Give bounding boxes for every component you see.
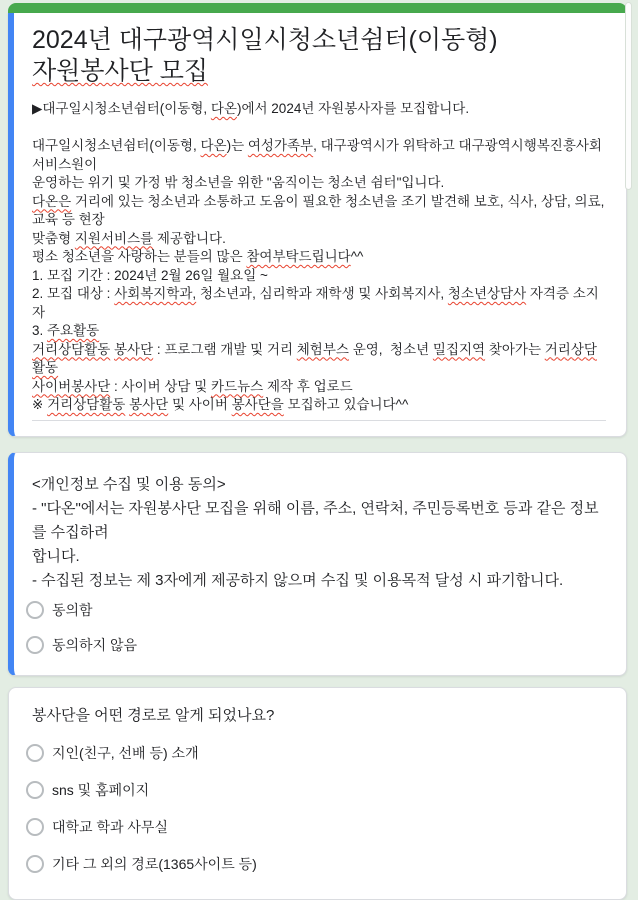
spellcheck-marked-text: 밀집지역 (432, 341, 486, 357)
text-line (32, 174, 606, 193)
radio-option[interactable] (26, 593, 606, 628)
text-segment: 운영하는 위기 및 가정 밖 청소년을 위한 "움직이는 청소년 쉼터"입니다. (32, 175, 445, 190)
form-title-card (8, 3, 627, 437)
text-segment: 2024년 대구광역시일시청소년쉼터(이동형) (32, 26, 498, 54)
question-title (32, 473, 606, 593)
text-line (32, 341, 606, 378)
question-title (32, 705, 606, 727)
text-line (32, 569, 606, 593)
text-segment: 운영, 청소년 (348, 341, 433, 357)
text-line (32, 230, 606, 249)
radio-option[interactable] (26, 628, 606, 663)
radio-button-icon[interactable] (26, 601, 44, 619)
radio-option[interactable] (26, 735, 606, 772)
question-card-privacy-consent (8, 452, 627, 676)
spellcheck-marked-text: 주요활동 (47, 323, 100, 338)
radio-button-icon[interactable] (26, 855, 44, 873)
spellcheck-marked-text: 거리상담활동 (32, 341, 111, 357)
spellcheck-marked-text: 봉사단 (114, 341, 154, 357)
radio-button-icon[interactable] (26, 818, 44, 836)
text-line (32, 137, 606, 174)
radio-option-label: 대학교 학과 사무실 (52, 819, 168, 835)
text-line (32, 705, 606, 727)
spellcheck-marked-text: 카드뉴스 (211, 378, 264, 394)
text-segment: 1. 모집 기간 : 2024년 2월 26일 월요일 ~ (32, 267, 268, 283)
text-segment: : 프로그램 개발 및 거리 (153, 341, 297, 357)
text-segment: ※ (32, 397, 48, 412)
form-header-band (8, 3, 627, 13)
text-line (32, 193, 609, 230)
spellcheck-marked-text: 지원서비스를 (74, 230, 154, 246)
radio-option-label: sns 및 홈페이지 (52, 782, 150, 798)
text-line (32, 56, 606, 87)
text-line (32, 267, 606, 286)
text-segment: 찾아가는 (485, 341, 545, 357)
text-line (32, 119, 606, 138)
radio-button-icon[interactable] (26, 744, 44, 762)
radio-options-list (32, 593, 606, 663)
text-line (32, 497, 606, 545)
text-segment: 3. (32, 323, 48, 338)
spellcheck-marked-text: 거리상담활동 (47, 397, 126, 412)
text-segment: ^^ (350, 249, 364, 264)
text-segment: <개인정보 수집 및 이용 동의> (32, 475, 226, 493)
text-line (32, 473, 606, 497)
radio-options-list (32, 735, 606, 883)
text-segment: 대구일시청소년쉼터(이동형, (32, 138, 201, 153)
text-segment: 맞춤형 (32, 230, 75, 246)
text-segment: )에서 2024년 자원봉사자를 모집합니다. (236, 101, 470, 116)
radio-option[interactable] (26, 809, 606, 846)
text-line (32, 248, 606, 267)
text-segment: ▶대구일시청소년쉼터(이동형, (32, 101, 211, 116)
spellcheck-marked-text: 참여부탁드립니다 (246, 249, 351, 264)
radio-option[interactable] (26, 846, 606, 883)
radio-option-label: 동의함 (52, 602, 93, 618)
radio-button-icon[interactable] (26, 636, 44, 654)
radio-option-label: 기타 그 외의 경로(1365사이트 등) (52, 856, 257, 872)
text-segment: : 사이버 상담 및 (110, 378, 212, 394)
text-segment: 자격증 소지자 (32, 286, 599, 320)
spellcheck-marked-text: 사이버봉사단 (32, 378, 111, 394)
text-line (32, 545, 606, 569)
radio-option-label: 동의하지 않음 (52, 637, 138, 653)
radio-option[interactable] (26, 772, 606, 809)
text-segment: , 대구광역시가 위탁하고 대구광역시행복진흥사회서비스원이 (32, 138, 602, 172)
spellcheck-marked-text: 봉사단을 (231, 397, 284, 412)
text-line (32, 25, 606, 56)
spellcheck-marked-text: 봉사단 (129, 397, 169, 412)
text-segment: 합니다. (32, 547, 80, 565)
form-description (32, 100, 609, 415)
text-segment: 평소 청소년을 사랑하는 분들의 많은 (32, 249, 247, 264)
spellcheck-marked-text: 체험부스 (296, 341, 349, 357)
text-segment: 모집하고 있습니다^^ (283, 397, 409, 412)
text-segment: 제공합니다. (153, 230, 226, 246)
text-line (32, 396, 606, 415)
radio-option-label: 지인(친구, 선배 등) 소개 (52, 745, 199, 761)
question-card-referral-source (8, 687, 627, 900)
spellcheck-marked-text: 사회복지학과, (114, 286, 197, 301)
text-line (32, 285, 606, 322)
spellcheck-marked-text: 자원봉사단 모집 (32, 57, 208, 85)
spellcheck-marked-text: 거리상담활동 (32, 341, 597, 375)
text-segment: 봉사단을 어떤 경로로 알게 되었나요? (32, 706, 275, 724)
text-line (32, 100, 606, 119)
text-segment: - "다온"에서는 자원봉사단 모집을 위해 이름, 주소, 연락처, 주민등록번호 등과 같은 정보를 수집하려 (32, 499, 599, 541)
text-line (32, 378, 606, 397)
text-segment: 및 사이버 (168, 397, 232, 412)
spellcheck-marked-text: 다온은 (32, 193, 72, 209)
text-segment: - 수집된 정보는 제 3자에게 제공하지 않으며 수집 및 이용목적 달성 시 파기합니다. (32, 571, 564, 589)
text-segment: 거리에 있는 청소년과 소통하고 도움이 필요한 청소년을 조기 발견해 보호, 식사, 상담, 의료, 교육 등 현장 (32, 193, 609, 227)
spellcheck-marked-text: 다온 (200, 138, 227, 153)
form-title (32, 25, 606, 87)
text-segment: 제작 후 업로드 (263, 378, 353, 394)
form-title-card-body (8, 13, 627, 437)
spellcheck-marked-text: 여성가족부 (247, 138, 314, 153)
radio-button-icon[interactable] (26, 781, 44, 799)
text-line (32, 322, 606, 341)
scrollbar-thumb[interactable] (625, 2, 632, 190)
spellcheck-marked-text: 청소년상담사 (447, 286, 527, 301)
text-segment: )는 (226, 138, 248, 153)
divider (32, 420, 606, 421)
text-segment: 2. 모집 대상 : (32, 286, 115, 301)
text-segment: 청소년과, 심리학과 재학생 및 사회복지사, (196, 286, 448, 301)
spellcheck-marked-text: 다온 (210, 101, 237, 116)
